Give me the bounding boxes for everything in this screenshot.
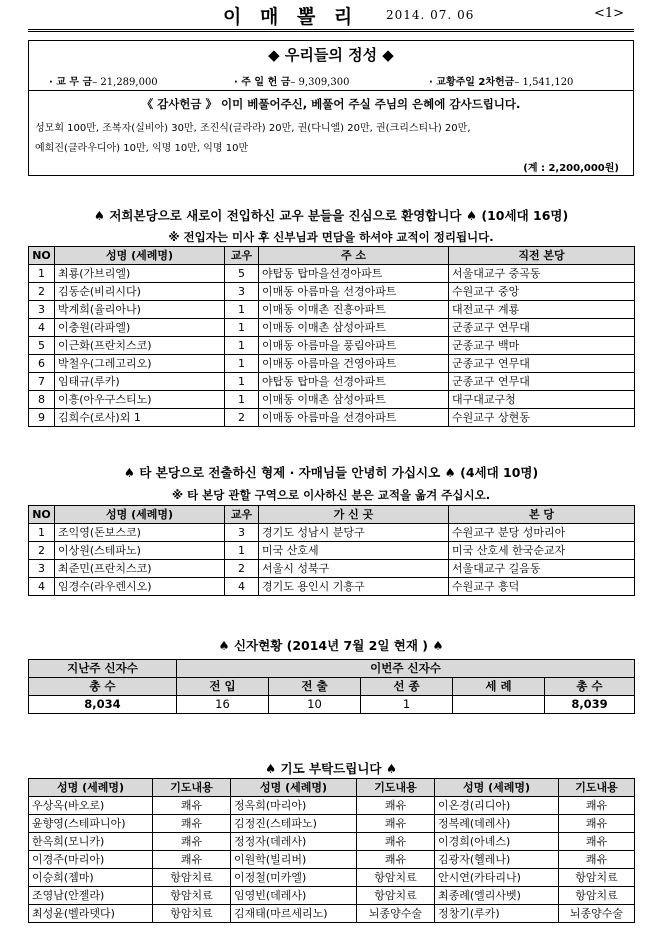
table-row: [29, 797, 635, 815]
last-week-label: 지난주 신자수: [29, 660, 177, 678]
table-cell: 정옥희(마리아): [231, 797, 357, 815]
table-cell: 김희수(로사)외 1: [55, 409, 225, 427]
this-week-label: 이번주 신자수: [177, 660, 635, 678]
col-name: 성명 (세례명): [55, 247, 225, 265]
offering-title: ◆ 우리들의 정성 ◆: [268, 46, 394, 64]
table-cell: 임영빈(데레사): [231, 887, 357, 905]
col-name: 성명 (세례명): [435, 779, 559, 797]
census-col-deaths: 선 종: [361, 678, 453, 696]
table-row: [29, 905, 635, 923]
table-cell: 3: [29, 560, 55, 578]
col-intention: 기도내용: [153, 779, 231, 797]
table-row: [29, 355, 635, 373]
table-cell: 정창기(루카): [435, 905, 559, 923]
table-row: [29, 409, 635, 427]
col-count: 교우: [225, 247, 259, 265]
census-col-out: 전 출: [269, 678, 361, 696]
table-cell: 4: [225, 578, 259, 596]
table-row: [29, 391, 635, 409]
table-cell: 박계희(율리아나): [55, 301, 225, 319]
table-cell: 항암치료: [559, 869, 635, 887]
table-row: [29, 283, 635, 301]
table-row: [29, 524, 635, 542]
table-cell: 쾌유: [559, 797, 635, 815]
masthead: [28, 0, 634, 32]
table-row: [29, 319, 635, 337]
table-cell: 서울시 성북구: [259, 560, 449, 578]
census-deaths: 1: [361, 696, 453, 714]
table-cell: 쾌유: [357, 851, 435, 869]
table-row: [29, 869, 635, 887]
table-cell: 이경주(마리아): [29, 851, 153, 869]
table-cell: 군종교구 백마: [449, 337, 635, 355]
census-col-total: 총 수: [545, 678, 635, 696]
table-cell: 안시연(카타리나): [435, 869, 559, 887]
table-cell: 김정진(스테파노): [231, 815, 357, 833]
transfers-table: [28, 505, 635, 596]
col-name: 성명 (세례명): [29, 779, 153, 797]
table-cell: 대전교구 계룡: [449, 301, 635, 319]
table-cell: 이근화(프란치스코): [55, 337, 225, 355]
table-cell: 수원교구 상현동: [449, 409, 635, 427]
table-cell: 이원학(빌리버): [231, 851, 357, 869]
col-address: 주 소: [259, 247, 449, 265]
newcomers-note: ※ 전입자는 미사 후 신부님과 면담을 하셔야 교적이 정리됩니다.: [168, 230, 494, 244]
table-cell: 대구대교구청: [449, 391, 635, 409]
table-cell: 임태규(루카): [55, 373, 225, 391]
table-cell: 1: [29, 265, 55, 283]
table-cell: 7: [29, 373, 55, 391]
thanks-line-2: 예희진(클라우디아) 10만, 익명 10만, 익명 10만: [35, 143, 249, 154]
table-cell: 항암치료: [357, 869, 435, 887]
table-cell: 3: [29, 301, 55, 319]
census-baptism: [453, 696, 545, 714]
census-in: 16: [177, 696, 269, 714]
table-row: [29, 373, 635, 391]
table-row: [29, 265, 635, 283]
census-col-last-total: 총 수: [29, 678, 177, 696]
offering-header: [29, 41, 633, 91]
col-destination: 가 신 곳: [259, 506, 449, 524]
table-cell: 경기도 용인시 기흥구: [259, 578, 449, 596]
table-cell: 윤향영(스테파니아): [29, 815, 153, 833]
census-value-row: [29, 696, 635, 714]
table-cell: 1: [225, 319, 259, 337]
table-cell: 뇌종양수술: [559, 905, 635, 923]
table-cell: 수원교구 흥덕: [449, 578, 635, 596]
table-cell: 1: [225, 391, 259, 409]
table-cell: 이승희(젬마): [29, 869, 153, 887]
table-cell: 항암치료: [357, 887, 435, 905]
col-intention: 기도내용: [559, 779, 635, 797]
table-cell: 김광자(헬레나): [435, 851, 559, 869]
table-row: [29, 542, 635, 560]
table-cell: 항암치료: [153, 887, 231, 905]
table-cell: 야탑동 탑마을선경아파트: [259, 265, 449, 283]
table-cell: 4: [29, 319, 55, 337]
table-cell: 서울대교구 길음동: [449, 560, 635, 578]
col-parish: 직전 본당: [449, 247, 635, 265]
table-cell: 수원교구 분당 성마리아: [449, 524, 635, 542]
table-cell: 쾌유: [153, 833, 231, 851]
col-count: 교우: [225, 506, 259, 524]
census-col-in: 전 입: [177, 678, 269, 696]
table-cell: 이정철(미카엘): [231, 869, 357, 887]
table-row: [29, 815, 635, 833]
table-cell: 정정자(데레사): [231, 833, 357, 851]
table-cell: 쾌유: [357, 815, 435, 833]
table-cell: 이매동 이매촌 삼성아파트: [259, 319, 449, 337]
table-cell: 군종교구 연무대: [449, 373, 635, 391]
transfers-note: ※ 타 본당 관할 구역으로 이사하신 분은 교적을 옮겨 주십시오.: [171, 488, 491, 502]
table-cell: 2: [29, 283, 55, 301]
table-cell: 3: [225, 283, 259, 301]
table-cell: 9: [29, 409, 55, 427]
table-cell: 이충원(라파엘): [55, 319, 225, 337]
table-cell: 쾌유: [559, 851, 635, 869]
table-cell: 쾌유: [559, 815, 635, 833]
thanks-total: (계 : 2,200,000원): [523, 163, 619, 174]
table-cell: 항암치료: [153, 869, 231, 887]
table-cell: 군종교구 연무대: [449, 319, 635, 337]
bulletin-date: 2014. 07. 06: [386, 8, 475, 22]
table-header-row: [29, 247, 635, 265]
table-cell: 최성윤(벨라뎃다): [29, 905, 153, 923]
table-cell: 미국 산호세 한국순교자: [449, 542, 635, 560]
table-cell: 우상옥(바오로): [29, 797, 153, 815]
table-cell: 이경희(아녜스): [435, 833, 559, 851]
census-total: 8,039: [545, 696, 635, 714]
census-col-baptism: 세 례: [453, 678, 545, 696]
offering-item-dues: · 교 무 금– 21,289,000: [49, 77, 158, 88]
bulletin-title: 이 매 뽈 리: [223, 6, 359, 28]
table-cell: 2: [29, 542, 55, 560]
table-cell: 2: [225, 409, 259, 427]
offering-item-papal: · 교황주일 2차헌금– 1,541,120: [429, 77, 574, 88]
transfers-title: ♠ 타 본당으로 전출하신 형제 · 자매님들 안녕히 가십시오 ♠ (4세대 10명): [123, 465, 539, 480]
table-cell: 김재태(마르세리노): [231, 905, 357, 923]
table-cell: 쾌유: [153, 851, 231, 869]
table-row: [29, 887, 635, 905]
newcomers-table: [28, 246, 635, 427]
table-cell: 1: [225, 301, 259, 319]
table-cell: 수원교구 중앙: [449, 283, 635, 301]
offering-box: [28, 40, 634, 176]
prayers-title: ♠ 기도 부탁드립니다 ♠: [264, 761, 398, 776]
census-table: [28, 659, 635, 714]
thanks-title: 《 감사헌금 》 이미 베풀어주신, 베풀어 주실 주님의 은혜에 감사드립니다.: [141, 97, 521, 111]
col-no: NO: [29, 506, 55, 524]
census-out: 10: [269, 696, 361, 714]
table-cell: 쾌유: [357, 833, 435, 851]
table-cell: 1: [225, 373, 259, 391]
table-cell: 4: [29, 578, 55, 596]
table-cell: 이매동 아름마을 선경아파트: [259, 283, 449, 301]
table-cell: 한옥희(모니카): [29, 833, 153, 851]
census-last-total: 8,034: [29, 696, 177, 714]
table-cell: 박철우(그레고리오): [55, 355, 225, 373]
col-parish: 본 당: [449, 506, 635, 524]
table-row: [29, 337, 635, 355]
table-cell: 항암치료: [153, 905, 231, 923]
table-cell: 1: [225, 355, 259, 373]
census-label-row: [29, 678, 635, 696]
table-row: [29, 851, 635, 869]
table-cell: 쾌유: [559, 833, 635, 851]
col-name: 성명 (세례명): [231, 779, 357, 797]
table-cell: 5: [225, 265, 259, 283]
table-cell: 1: [225, 542, 259, 560]
table-header-row: [29, 506, 635, 524]
table-cell: 임경수(라우렌시오): [55, 578, 225, 596]
table-row: [29, 833, 635, 851]
table-cell: 이매동 아름마을 선경아파트: [259, 409, 449, 427]
table-cell: 쾌유: [357, 797, 435, 815]
table-cell: 미국 산호세: [259, 542, 449, 560]
table-cell: 이온경(리디아): [435, 797, 559, 815]
col-no: NO: [29, 247, 55, 265]
census-group-row: [29, 660, 635, 678]
offering-item-sunday: · 주 일 헌 금– 9,309,300: [234, 77, 350, 88]
table-cell: 야탑동 탑마을 선경아파트: [259, 373, 449, 391]
table-header-row: [29, 779, 635, 797]
table-cell: 최룡(가브리엘): [55, 265, 225, 283]
col-intention: 기도내용: [357, 779, 435, 797]
table-cell: 최준민(프란치스코): [55, 560, 225, 578]
table-cell: 쾌유: [153, 815, 231, 833]
table-cell: 최종례(엘리사벳): [435, 887, 559, 905]
table-cell: 조영남(안젤라): [29, 887, 153, 905]
thanks-line-1: 성모회 100만, 조복자(실비아) 30만, 조진식(글라라) 20만, 권(다니엘) 20만, 권(크리스티나) 20만,: [35, 123, 471, 134]
table-cell: 3: [225, 524, 259, 542]
table-cell: 이매동 이매촌 진흥아파트: [259, 301, 449, 319]
table-cell: 조익영(돈보스코): [55, 524, 225, 542]
table-cell: 뇌종양수술: [357, 905, 435, 923]
table-cell: 이상원(스테파노): [55, 542, 225, 560]
table-cell: 2: [225, 560, 259, 578]
table-cell: 이매동 아름마을 풍림아파트: [259, 337, 449, 355]
table-cell: 경기도 성남시 분당구: [259, 524, 449, 542]
table-cell: 군종교구 연무대: [449, 355, 635, 373]
col-name: 성명 (세례명): [55, 506, 225, 524]
table-cell: 이매동 이매촌 삼성아파트: [259, 391, 449, 409]
table-cell: 1: [29, 524, 55, 542]
table-cell: 8: [29, 391, 55, 409]
table-cell: 1: [225, 337, 259, 355]
census-title: ♠ 신자현황 (2014년 7월 2일 현재 ) ♠: [218, 638, 444, 653]
table-cell: 서울대교구 중곡동: [449, 265, 635, 283]
prayers-table: [28, 778, 635, 923]
table-cell: 이흥(아우구스티노): [55, 391, 225, 409]
table-cell: 이매동 아름마을 건영아파트: [259, 355, 449, 373]
newcomers-title: ♠ 저희본당으로 새로이 전입하신 교우 분들을 진심으로 환영합니다 ♠ (10세대 16명): [93, 208, 569, 223]
table-row: [29, 578, 635, 596]
table-row: [29, 560, 635, 578]
table-cell: 정복례(데레사): [435, 815, 559, 833]
table-cell: 김동순(비리시다): [55, 283, 225, 301]
table-row: [29, 301, 635, 319]
table-cell: 항암치료: [559, 887, 635, 905]
table-cell: 5: [29, 337, 55, 355]
table-cell: 6: [29, 355, 55, 373]
page-number: <1>: [594, 6, 625, 21]
table-cell: 쾌유: [153, 797, 231, 815]
